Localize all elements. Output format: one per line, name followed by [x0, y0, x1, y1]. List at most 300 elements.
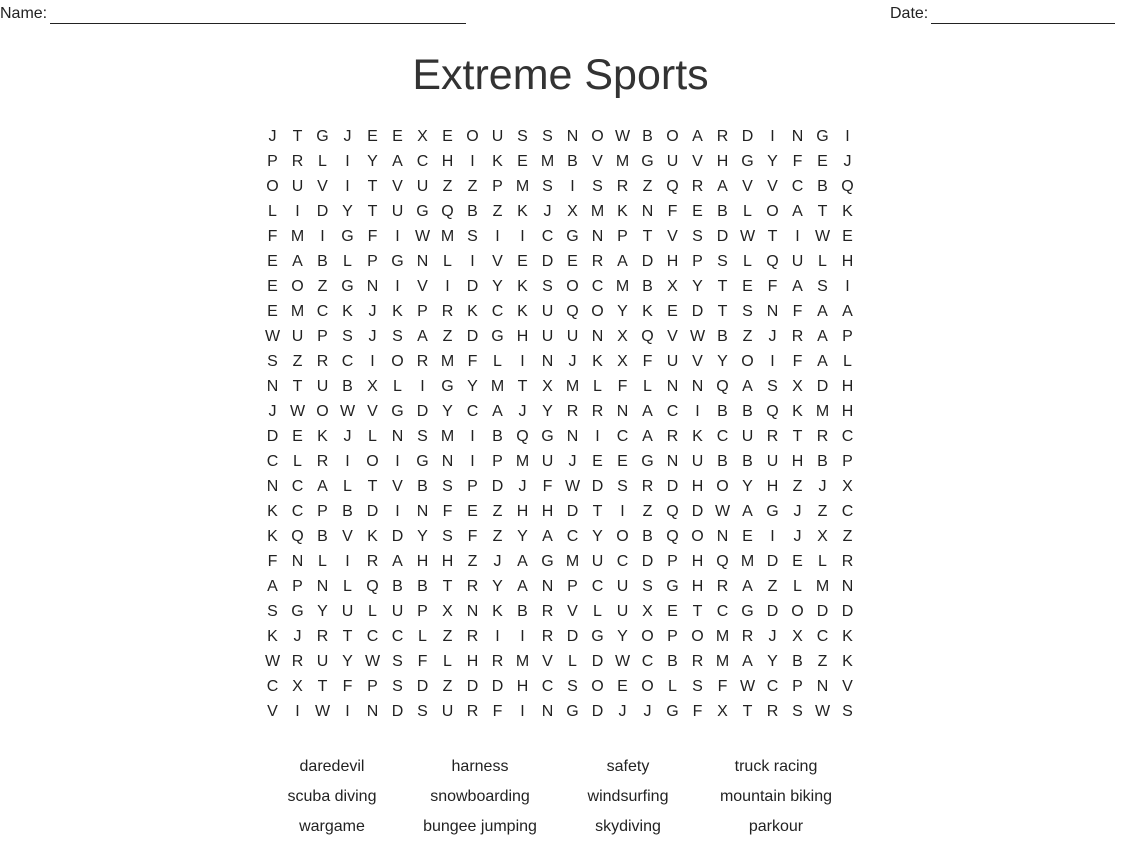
grid-letter[interactable]: K [492, 603, 503, 620]
grid-letter[interactable]: N [291, 553, 304, 570]
grid-letter[interactable]: A [492, 403, 503, 420]
grid-letter[interactable]: D [741, 128, 754, 145]
name-blank-line[interactable] [50, 6, 466, 24]
grid-letter[interactable]: B [717, 453, 728, 470]
grid-letter[interactable]: A [642, 428, 653, 445]
grid-letter[interactable]: N [566, 128, 579, 145]
grid-letter[interactable]: E [617, 678, 628, 695]
grid-letter[interactable]: S [567, 678, 578, 695]
grid-letter[interactable]: R [691, 178, 704, 195]
grid-letter[interactable]: D [491, 678, 504, 695]
grid-letter[interactable]: F [792, 153, 803, 170]
grid-letter[interactable]: G [816, 128, 829, 145]
grid-letter[interactable]: K [492, 153, 503, 170]
grid-letter[interactable]: B [642, 528, 653, 545]
grid-letter[interactable]: K [317, 428, 328, 445]
grid-letter[interactable]: N [666, 378, 679, 395]
grid-letter[interactable]: C [291, 478, 304, 495]
grid-letter[interactable]: Y [692, 278, 703, 295]
grid-letter[interactable]: U [591, 553, 604, 570]
grid-letter[interactable]: G [441, 378, 454, 395]
grid-letter[interactable]: D [591, 703, 604, 720]
grid-letter[interactable]: R [616, 178, 629, 195]
grid-letter[interactable]: G [741, 603, 754, 620]
grid-letter[interactable]: H [691, 578, 704, 595]
grid-letter[interactable]: N [591, 228, 604, 245]
grid-letter[interactable]: F [792, 353, 803, 370]
grid-letter[interactable]: L [418, 628, 427, 645]
grid-letter[interactable]: E [392, 128, 403, 145]
grid-letter[interactable]: A [417, 328, 428, 345]
grid-letter[interactable]: M [615, 153, 630, 170]
grid-letter[interactable]: K [267, 528, 278, 545]
grid-letter[interactable]: H [716, 153, 729, 170]
grid-letter[interactable]: S [392, 653, 403, 670]
grid-letter[interactable]: V [667, 328, 678, 345]
grid-letter[interactable]: U [316, 378, 329, 395]
grid-letter[interactable]: I [520, 628, 525, 645]
grid-letter[interactable]: Z [442, 628, 453, 645]
grid-letter[interactable]: X [617, 328, 628, 345]
grid-letter[interactable]: S [517, 128, 528, 145]
grid-letter[interactable]: T [367, 178, 378, 195]
grid-letter[interactable]: S [417, 428, 428, 445]
grid-letter[interactable]: H [691, 478, 704, 495]
grid-letter[interactable]: D [716, 228, 729, 245]
grid-letter[interactable]: W [339, 403, 356, 420]
grid-letter[interactable]: T [792, 428, 803, 445]
grid-letter[interactable]: C [766, 678, 779, 695]
grid-letter[interactable]: W [614, 653, 631, 670]
grid-letter[interactable]: T [717, 278, 728, 295]
grid-letter[interactable]: S [267, 603, 278, 620]
grid-letter[interactable]: S [467, 228, 478, 245]
grid-letter[interactable]: Q [666, 528, 679, 545]
grid-letter[interactable]: O [466, 128, 479, 145]
grid-letter[interactable]: C [716, 603, 729, 620]
grid-letter[interactable]: R [316, 453, 329, 470]
grid-letter[interactable]: K [842, 203, 853, 220]
grid-letter[interactable]: V [392, 178, 403, 195]
grid-letter[interactable]: M [615, 278, 630, 295]
grid-letter[interactable]: L [593, 378, 602, 395]
grid-letter[interactable]: P [617, 228, 628, 245]
grid-letter[interactable]: I [845, 128, 850, 145]
grid-letter[interactable]: I [595, 428, 600, 445]
grid-letter[interactable]: I [420, 378, 425, 395]
grid-letter[interactable]: R [366, 553, 379, 570]
grid-letter[interactable]: T [367, 203, 378, 220]
grid-letter[interactable]: J [818, 478, 827, 495]
grid-letter[interactable]: B [717, 403, 728, 420]
grid-letter[interactable]: J [368, 303, 377, 320]
grid-letter[interactable]: X [842, 478, 853, 495]
grid-letter[interactable]: C [616, 553, 629, 570]
grid-letter[interactable]: P [692, 253, 703, 270]
grid-letter[interactable]: X [667, 278, 678, 295]
grid-letter[interactable]: E [467, 503, 478, 520]
grid-letter[interactable]: L [393, 378, 402, 395]
grid-letter[interactable]: P [842, 328, 853, 345]
grid-letter[interactable]: W [564, 478, 581, 495]
grid-letter[interactable]: Y [617, 303, 628, 320]
grid-letter[interactable]: C [816, 628, 829, 645]
grid-letter[interactable]: K [792, 403, 803, 420]
grid-letter[interactable]: X [292, 678, 303, 695]
grid-letter[interactable]: R [641, 478, 654, 495]
grid-letter[interactable]: L [818, 553, 827, 570]
grid-letter[interactable]: V [342, 528, 353, 545]
grid-letter[interactable]: E [667, 603, 678, 620]
grid-letter[interactable]: S [592, 178, 603, 195]
grid-letter[interactable]: D [766, 603, 779, 620]
grid-letter[interactable]: I [320, 228, 325, 245]
grid-letter[interactable]: V [692, 353, 703, 370]
grid-letter[interactable]: I [520, 353, 525, 370]
grid-letter[interactable]: K [517, 203, 528, 220]
grid-letter[interactable]: D [591, 478, 604, 495]
grid-letter[interactable]: I [795, 228, 800, 245]
grid-letter[interactable]: W [739, 228, 756, 245]
grid-letter[interactable]: O [616, 528, 629, 545]
grid-letter[interactable]: F [267, 553, 278, 570]
grid-letter[interactable]: A [792, 203, 803, 220]
grid-letter[interactable]: Z [642, 178, 653, 195]
grid-letter[interactable]: A [692, 128, 703, 145]
grid-letter[interactable]: G [316, 128, 329, 145]
grid-letter[interactable]: U [541, 453, 554, 470]
grid-letter[interactable]: Q [291, 528, 304, 545]
grid-letter[interactable]: I [570, 178, 575, 195]
grid-letter[interactable]: C [466, 403, 479, 420]
grid-letter[interactable]: A [817, 303, 828, 320]
grid-letter[interactable]: A [542, 528, 553, 545]
grid-letter[interactable]: S [392, 328, 403, 345]
grid-letter[interactable]: H [416, 553, 429, 570]
grid-letter[interactable]: L [343, 478, 352, 495]
grid-letter[interactable]: O [666, 128, 679, 145]
grid-letter[interactable]: T [517, 378, 528, 395]
grid-letter[interactable]: N [541, 353, 554, 370]
grid-letter[interactable]: V [592, 153, 603, 170]
grid-letter[interactable]: Y [367, 153, 378, 170]
grid-letter[interactable]: J [793, 528, 802, 545]
grid-letter[interactable]: S [792, 703, 803, 720]
grid-letter[interactable]: N [641, 203, 654, 220]
grid-letter[interactable]: I [345, 153, 350, 170]
grid-letter[interactable]: O [391, 353, 404, 370]
grid-letter[interactable]: C [591, 278, 604, 295]
grid-letter[interactable]: G [291, 603, 304, 620]
grid-letter[interactable]: U [616, 578, 629, 595]
grid-letter[interactable]: R [541, 628, 554, 645]
grid-letter[interactable]: O [291, 278, 304, 295]
grid-letter[interactable]: G [341, 228, 354, 245]
grid-letter[interactable]: N [366, 703, 379, 720]
grid-letter[interactable]: U [491, 128, 504, 145]
grid-letter[interactable]: V [317, 178, 328, 195]
grid-letter[interactable]: K [392, 303, 403, 320]
grid-letter[interactable]: S [817, 278, 828, 295]
grid-letter[interactable]: N [591, 328, 604, 345]
grid-letter[interactable]: D [541, 253, 554, 270]
grid-letter[interactable]: F [667, 203, 678, 220]
grid-letter[interactable]: T [292, 378, 303, 395]
grid-letter[interactable]: U [616, 603, 629, 620]
grid-letter[interactable]: T [592, 503, 603, 520]
grid-letter[interactable]: L [443, 653, 452, 670]
grid-letter[interactable]: H [666, 253, 679, 270]
grid-letter[interactable]: C [716, 428, 729, 445]
grid-letter[interactable]: N [366, 278, 379, 295]
grid-letter[interactable]: I [395, 278, 400, 295]
grid-letter[interactable]: R [291, 153, 304, 170]
grid-letter[interactable]: H [466, 653, 479, 670]
grid-letter[interactable]: C [841, 428, 854, 445]
grid-letter[interactable]: Z [792, 478, 803, 495]
grid-letter[interactable]: A [642, 403, 653, 420]
grid-letter[interactable]: R [691, 653, 704, 670]
grid-letter[interactable]: T [717, 303, 728, 320]
grid-letter[interactable]: F [442, 503, 453, 520]
grid-letter[interactable]: Z [467, 553, 478, 570]
grid-letter[interactable]: N [566, 428, 579, 445]
grid-letter[interactable]: S [767, 378, 778, 395]
grid-letter[interactable]: W [689, 328, 706, 345]
grid-letter[interactable]: M [715, 653, 730, 670]
grid-letter[interactable]: N [541, 578, 554, 595]
grid-letter[interactable]: M [440, 353, 455, 370]
grid-letter[interactable]: W [289, 403, 306, 420]
grid-letter[interactable]: J [293, 628, 302, 645]
grid-letter[interactable]: J [643, 703, 652, 720]
grid-letter[interactable]: K [267, 503, 278, 520]
grid-letter[interactable]: G [391, 403, 404, 420]
grid-letter[interactable]: P [667, 628, 678, 645]
grid-letter[interactable]: F [542, 478, 553, 495]
grid-letter[interactable]: V [767, 178, 778, 195]
grid-letter[interactable]: C [416, 153, 429, 170]
grid-letter[interactable]: N [716, 528, 729, 545]
grid-letter[interactable]: A [742, 503, 753, 520]
grid-letter[interactable]: G [541, 553, 554, 570]
grid-letter[interactable]: L [493, 353, 502, 370]
grid-letter[interactable]: Q [366, 578, 379, 595]
grid-letter[interactable]: K [842, 628, 853, 645]
grid-letter[interactable]: K [342, 303, 353, 320]
grid-letter[interactable]: V [842, 678, 853, 695]
grid-letter[interactable]: H [541, 503, 554, 520]
grid-letter[interactable]: I [345, 553, 350, 570]
grid-letter[interactable]: D [766, 553, 779, 570]
grid-letter[interactable]: R [716, 128, 729, 145]
grid-letter[interactable]: Q [566, 303, 579, 320]
grid-letter[interactable]: M [490, 378, 505, 395]
grid-letter[interactable]: D [691, 503, 704, 520]
grid-letter[interactable]: Q [766, 403, 779, 420]
grid-letter[interactable]: I [495, 228, 500, 245]
grid-letter[interactable]: B [717, 203, 728, 220]
grid-letter[interactable]: D [816, 603, 829, 620]
grid-letter[interactable]: O [641, 628, 654, 645]
grid-letter[interactable]: L [368, 428, 377, 445]
grid-letter[interactable]: O [741, 353, 754, 370]
grid-letter[interactable]: P [367, 678, 378, 695]
grid-letter[interactable]: T [767, 228, 778, 245]
grid-letter[interactable]: G [341, 278, 354, 295]
grid-letter[interactable]: X [442, 603, 453, 620]
grid-letter[interactable]: C [616, 428, 629, 445]
grid-letter[interactable]: Q [441, 203, 454, 220]
grid-letter[interactable]: Q [516, 428, 529, 445]
grid-letter[interactable]: H [691, 553, 704, 570]
grid-letter[interactable]: Z [492, 503, 503, 520]
grid-letter[interactable]: G [541, 428, 554, 445]
grid-letter[interactable]: I [445, 278, 450, 295]
grid-letter[interactable]: F [792, 303, 803, 320]
grid-letter[interactable]: S [417, 703, 428, 720]
grid-letter[interactable]: I [495, 628, 500, 645]
grid-letter[interactable]: B [717, 328, 728, 345]
grid-letter[interactable]: L [343, 578, 352, 595]
grid-letter[interactable]: C [566, 528, 579, 545]
grid-letter[interactable]: Z [492, 528, 503, 545]
grid-letter[interactable]: K [267, 628, 278, 645]
grid-letter[interactable]: M [440, 428, 455, 445]
grid-letter[interactable]: Z [817, 503, 828, 520]
grid-letter[interactable]: B [742, 403, 753, 420]
grid-letter[interactable]: L [443, 253, 452, 270]
grid-letter[interactable]: J [268, 128, 277, 145]
grid-letter[interactable]: U [791, 253, 804, 270]
grid-letter[interactable]: W [714, 503, 731, 520]
grid-letter[interactable]: F [617, 378, 628, 395]
grid-letter[interactable]: I [520, 703, 525, 720]
grid-letter[interactable]: I [470, 428, 475, 445]
grid-letter[interactable]: M [290, 303, 305, 320]
grid-letter[interactable]: P [842, 453, 853, 470]
grid-letter[interactable]: C [541, 678, 554, 695]
grid-letter[interactable]: D [816, 378, 829, 395]
grid-letter[interactable]: J [518, 403, 527, 420]
grid-letter[interactable]: Y [342, 203, 353, 220]
grid-letter[interactable]: G [766, 503, 779, 520]
grid-letter[interactable]: D [591, 653, 604, 670]
grid-letter[interactable]: U [541, 328, 554, 345]
grid-letter[interactable]: J [543, 203, 552, 220]
grid-letter[interactable]: M [815, 403, 830, 420]
grid-letter[interactable]: D [491, 478, 504, 495]
grid-letter[interactable]: I [470, 153, 475, 170]
grid-letter[interactable]: S [342, 328, 353, 345]
grid-letter[interactable]: B [567, 153, 578, 170]
grid-letter[interactable]: S [542, 278, 553, 295]
grid-letter[interactable]: E [517, 153, 528, 170]
grid-letter[interactable]: I [295, 203, 300, 220]
grid-letter[interactable]: I [845, 278, 850, 295]
grid-letter[interactable]: Z [442, 678, 453, 695]
grid-letter[interactable]: W [614, 128, 631, 145]
grid-letter[interactable]: E [442, 128, 453, 145]
grid-letter[interactable]: A [742, 378, 753, 395]
grid-letter[interactable]: R [766, 428, 779, 445]
grid-letter[interactable]: W [814, 703, 831, 720]
grid-letter[interactable]: I [295, 703, 300, 720]
grid-letter[interactable]: S [742, 303, 753, 320]
grid-letter[interactable]: D [391, 703, 404, 720]
grid-letter[interactable]: H [766, 478, 779, 495]
grid-letter[interactable]: D [466, 678, 479, 695]
grid-letter[interactable]: P [267, 153, 278, 170]
grid-letter[interactable]: A [292, 253, 303, 270]
grid-letter[interactable]: K [842, 653, 853, 670]
grid-letter[interactable]: W [414, 228, 431, 245]
grid-letter[interactable]: J [568, 353, 577, 370]
grid-letter[interactable]: Y [492, 578, 503, 595]
grid-letter[interactable]: D [466, 328, 479, 345]
grid-letter[interactable]: N [416, 253, 429, 270]
grid-letter[interactable]: G [591, 628, 604, 645]
grid-letter[interactable]: S [392, 678, 403, 695]
grid-letter[interactable]: U [691, 453, 704, 470]
grid-letter[interactable]: U [416, 178, 429, 195]
grid-letter[interactable]: K [617, 203, 628, 220]
grid-letter[interactable]: O [266, 178, 279, 195]
grid-letter[interactable]: J [368, 328, 377, 345]
grid-letter[interactable]: O [766, 203, 779, 220]
grid-letter[interactable]: H [516, 678, 529, 695]
grid-letter[interactable]: B [417, 478, 428, 495]
grid-letter[interactable]: B [817, 453, 828, 470]
grid-letter[interactable]: L [318, 153, 327, 170]
grid-letter[interactable]: I [345, 178, 350, 195]
grid-letter[interactable]: Y [492, 278, 503, 295]
grid-letter[interactable]: C [391, 628, 404, 645]
grid-letter[interactable]: C [341, 353, 354, 370]
grid-letter[interactable]: Z [442, 178, 453, 195]
grid-letter[interactable]: D [691, 303, 704, 320]
grid-letter[interactable]: M [565, 378, 580, 395]
grid-letter[interactable]: Y [417, 528, 428, 545]
grid-letter[interactable]: C [791, 178, 804, 195]
grid-letter[interactable]: V [492, 253, 503, 270]
grid-letter[interactable]: T [642, 228, 653, 245]
grid-letter[interactable]: I [395, 228, 400, 245]
grid-letter[interactable]: B [342, 503, 353, 520]
grid-letter[interactable]: R [316, 353, 329, 370]
grid-letter[interactable]: E [592, 453, 603, 470]
grid-letter[interactable]: V [742, 178, 753, 195]
grid-letter[interactable]: H [791, 453, 804, 470]
grid-letter[interactable]: G [641, 453, 654, 470]
grid-letter[interactable]: F [642, 353, 653, 370]
grid-letter[interactable]: B [467, 203, 478, 220]
grid-letter[interactable]: I [395, 503, 400, 520]
grid-letter[interactable]: Y [592, 528, 603, 545]
grid-letter[interactable]: H [841, 378, 854, 395]
grid-letter[interactable]: R [841, 553, 854, 570]
grid-letter[interactable]: D [366, 503, 379, 520]
grid-letter[interactable]: S [542, 178, 553, 195]
grid-letter[interactable]: P [417, 603, 428, 620]
grid-letter[interactable]: K [592, 353, 603, 370]
grid-letter[interactable]: F [342, 678, 353, 695]
grid-letter[interactable]: Q [716, 553, 729, 570]
grid-letter[interactable]: O [691, 628, 704, 645]
grid-letter[interactable]: X [542, 378, 553, 395]
grid-letter[interactable]: N [266, 478, 279, 495]
grid-letter[interactable]: T [342, 628, 353, 645]
